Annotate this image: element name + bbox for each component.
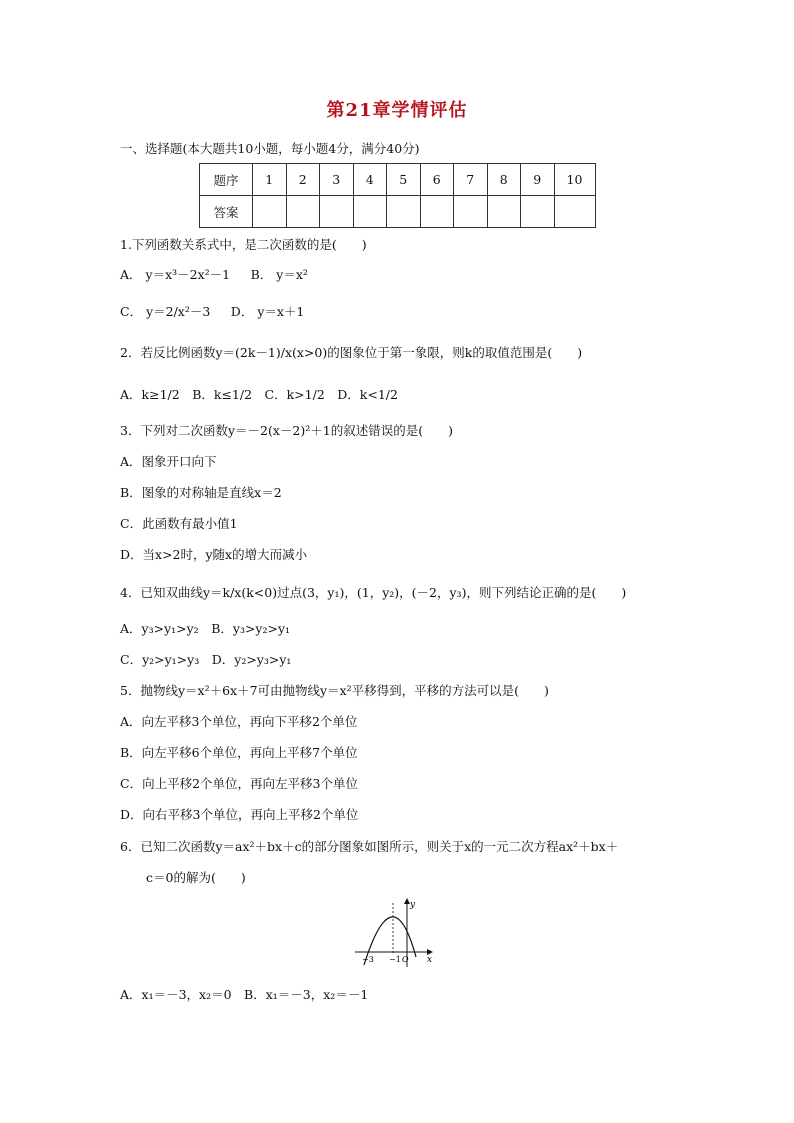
table-number-cell: 6	[420, 164, 454, 196]
q1-option-a-label: A．	[120, 267, 142, 282]
answer-table-answer-row	[200, 196, 596, 228]
answer-cell[interactable]	[521, 196, 555, 228]
table-number-cell: 1	[253, 164, 287, 196]
section-heading: 一、选择题(本大题共10小题，每小题4分，满分40分)	[120, 141, 420, 156]
label-neg3: −3	[362, 955, 374, 964]
table-number-cell: 3	[320, 164, 354, 196]
answer-cell[interactable]	[420, 196, 454, 228]
q1-option-b: y＝x²	[276, 267, 308, 282]
q6-stem-line1: 6．已知二次函数y＝ax²＋bx＋c的部分图象如图所示，则关于x的一元二次方程ax²＋bx＋	[120, 839, 619, 854]
q2-stem: 2．若反比例函数y＝(2k－1)/x(x>0)的图象位于第一象限，则k的取值范围是( )	[120, 345, 583, 360]
q6-stem-line2: c＝0的解为( )	[146, 870, 246, 885]
q1-options-cd	[120, 303, 304, 321]
answer-cell[interactable]	[253, 196, 287, 228]
q4-options-cd: C．y₂>y₁>y₃ D．y₂>y₃>y₁	[120, 652, 292, 667]
q2-options: A．k≥1/2 B．k≤1/2 C．k>1/2 D．k<1/2	[120, 387, 398, 402]
label-origin: O	[402, 955, 409, 964]
q1-options-ab	[120, 266, 308, 284]
table-number-cell: 8	[487, 164, 521, 196]
q5-option-c: C．向上平移2个单位，再向左平移3个单位	[120, 776, 358, 791]
answer-cell[interactable]	[353, 196, 387, 228]
table-number-cell: 5	[387, 164, 421, 196]
q5-stem: 5．抛物线y＝x²＋6x＋7可由抛物线y＝x²平移得到，平移的方法可以是( )	[120, 683, 549, 698]
q3-stem: 3．下列对二次函数y＝－2(x－2)²＋1的叙述错误的是( )	[120, 423, 453, 438]
q6-options: A．x₁＝－3，x₂＝0 B．x₁＝－3，x₂＝－1	[120, 987, 369, 1002]
answer-cell[interactable]	[454, 196, 488, 228]
page-title: 第21章学情评估	[326, 100, 468, 121]
q1-stem: 1.下列函数关系式中，是二次函数的是( )	[120, 237, 367, 252]
label-neg1: −1	[389, 955, 401, 964]
parabola-figure	[350, 895, 440, 970]
y-axis-label: y	[410, 900, 416, 910]
answer-cell[interactable]	[387, 196, 421, 228]
q1-option-c: y＝2/x²－3	[146, 304, 211, 319]
q1-option-b-label: B．	[250, 267, 273, 282]
q4-stem: 4．已知双曲线y＝k/x(k<0)过点(3，y₁)，(1，y₂)，(－2，y₃)，则下列结论正确的是( )	[120, 585, 627, 600]
q3-option-a: A．图象开口向下	[120, 454, 217, 469]
table-header-answer: 答案	[200, 196, 253, 228]
answer-table-number-row	[200, 164, 596, 196]
table-number-cell: 4	[353, 164, 387, 196]
q5-option-a: A．向左平移3个单位，再向下平移2个单位	[120, 714, 358, 729]
q3-option-d: D．当x>2时，y随x的增大而减小	[120, 547, 308, 562]
q5-option-d: D．向右平移3个单位，再向上平移2个单位	[120, 807, 359, 822]
q5-option-b: B．向左平移6个单位，再向上平移7个单位	[120, 745, 358, 760]
table-header-number: 题序	[200, 164, 253, 196]
q1-option-d-label: D．	[230, 304, 254, 319]
q1-option-a: y＝x³－2x²－1	[145, 267, 231, 282]
table-number-cell: 10	[554, 164, 595, 196]
answer-cell[interactable]	[487, 196, 521, 228]
answer-cell[interactable]	[320, 196, 354, 228]
answer-table	[199, 163, 596, 228]
q1-option-d: y＝x＋1	[257, 304, 305, 319]
q4-options-ab: A．y₃>y₁>y₂ B．y₃>y₂>y₁	[120, 621, 291, 636]
q3-option-c: C．此函数有最小值1	[120, 516, 238, 531]
answer-cell[interactable]	[286, 196, 320, 228]
q3-option-b: B．图象的对称轴是直线x＝2	[120, 485, 282, 500]
table-number-cell: 2	[286, 164, 320, 196]
table-number-cell: 7	[454, 164, 488, 196]
x-axis-label: x	[427, 955, 433, 965]
table-number-cell: 9	[521, 164, 555, 196]
answer-cell[interactable]	[554, 196, 595, 228]
q1-option-c-label: C．	[120, 304, 143, 319]
